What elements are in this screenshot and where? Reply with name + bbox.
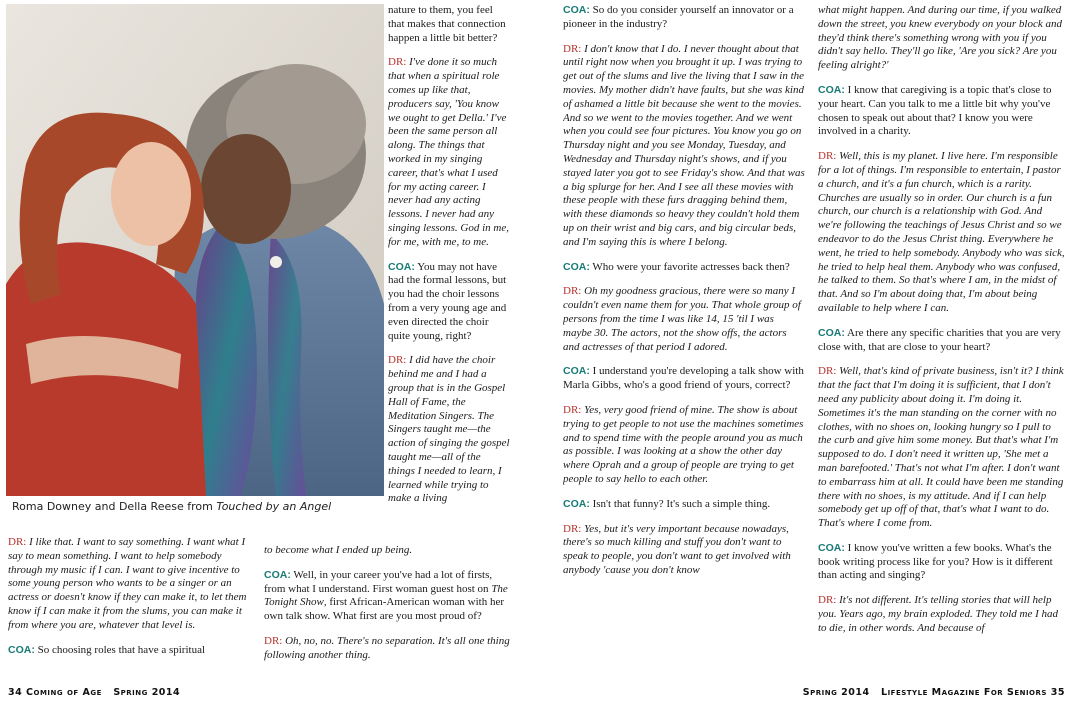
speaker-coa: COA: [8, 643, 35, 656]
speaker-coa: COA: [563, 365, 590, 378]
paragraph: COA: You may not have had the formal lessons, but you had the choir lessons from a very young age and even directed the choir quite young, right? [388, 260, 507, 342]
paragraph: DR: Well, that's kind of private business, isn't it? I think that the fact that I'm doing it is sufficient, that I don't need any publicity about doing it. I'm doing it. Sometimes it's the man standing on the corner with no clothes, with no shoes on, looking hungry so I pull to the curb and give him some money. But that's what I'm supposed to do. I don't need it written up, 'She met a man barefooted.' That's not what I'm after. I don't want to embarrass him at all. It could have been me standing there with no shoes, is my attitude. And if I can help somebody get up off of that, that's what I want to do. That's where I come from. [818, 365, 1064, 530]
paragraph: COA: So do you consider yourself an innovator or a pioneer in the industry? [563, 4, 794, 30]
paragraph: DR: Well, this is my planet. I live here. I'm responsible for a lot of things. I'm responsible to entertain, I pastor a church, and it's a fun church, which is a rarity. Churches are usually so in order. Our church is a fun church, our church is a relationship with God. And we're following the teachings of Jesus Christ and so we endeavor to do the Jesus Christ thing. Everywhere he went, he tried to help somebody. Anybody who was sick, he tried to help heal them. Anybody who was confused, he talked to them. So that's where I am, in the midst of that. And so I'm about doing that, I'm about being available to help where I can. [818, 150, 1065, 314]
photo-illustration [6, 4, 384, 496]
paragraph: DR: It's not different. It's telling stories that will help you. Years ago, my brain exploded. They told me I had to die, in other words. And because of [818, 594, 1059, 634]
speaker-coa: COA: [563, 260, 590, 273]
column-4 [818, 4, 1066, 678]
paragraph: COA: Are there any specific charities that you are very close with, that are close to your heart? [818, 326, 1061, 353]
column-3 [563, 4, 805, 678]
speaker-coa: COA: [563, 497, 590, 510]
paragraph: DR: I did have the choir behind me and I had a group that is in the Gospel Hall of Fame, the Meditation Singers. The Singers taught me—the action of singing the gospel taught me—all of the things I needed to learn, I learned while trying to make a living [388, 354, 510, 505]
speaker-coa: COA: [264, 568, 291, 581]
paragraph: DR: Yes, very good friend of mine. The show is about trying to get people to not use the machines sometimes and to spend time with the people around you as much as possible. I was looking at a show the other day where Oprah and a group of people are trying to get people to say hello to each other. [563, 403, 804, 485]
speaker-coa: COA: [563, 4, 590, 16]
paragraph: DR: I like that. I want to say something. I want what I say to mean something. I want to help somebody through my music if I can. I want to give incentive to some young person who wants to be a singer or an actress or doesn't know if they can make it, to let them know if I can make it from the slums, you can make it from where you are, whatever that level is. [8, 536, 247, 631]
paragraph: COA: I know you've written a few books. What's the book writing process like for you? How is it different than acting and singing? [818, 541, 1053, 582]
speaker-coa: COA: [818, 83, 845, 96]
speaker-coa: COA: [818, 541, 845, 554]
column-2 [388, 4, 510, 544]
speaker-dr: DR: [8, 536, 27, 548]
magazine-title-left: Coming of Age [26, 687, 102, 698]
paragraph: nature to them, you feel that makes that connection happen a little bit better? [388, 4, 506, 44]
paragraph: DR: I've done it so much that when a spiritual role comes up like that, producers say, 'You know we ought to get Della.' I've been the same person all along. The things that worked in my singing career, that's what I used for my acting career. I never had any acting lessons. I never had any singing lessons. God in me, for me, with me, to me. [388, 56, 509, 248]
speaker-dr: DR: [388, 56, 407, 69]
column-2-continued [264, 544, 510, 678]
speaker-dr: DR: [563, 403, 582, 416]
caption-show-title: Touched by an Angel [216, 500, 332, 513]
photo-caption: Roma Downey and Della Reese from Touched by an Angel [12, 500, 332, 513]
column-1 [8, 536, 252, 676]
magazine-title-right: Lifestyle Magazine For Seniors [881, 687, 1047, 698]
speaker-dr: DR: [563, 42, 582, 55]
speaker-dr: DR: [818, 594, 837, 607]
page-number-right: 35 [1050, 687, 1065, 698]
show-title: The Tonight Show [264, 582, 508, 609]
speaker-dr: DR: [818, 365, 837, 378]
issue-season-left: Spring 2014 [113, 687, 181, 698]
footer-right [803, 687, 1065, 698]
page-number-left: 34 [8, 687, 23, 698]
paragraph: COA: Isn't that funny? It's such a simple thing. [563, 497, 771, 510]
speaker-dr: DR: [818, 150, 837, 163]
cover-photo [6, 4, 384, 496]
paragraph: COA: So choosing roles that have a spiritual [8, 643, 206, 656]
paragraph: COA: I know that caregiving is a topic that's close to your heart. Can you talk to me a little bit why you've chosen to speak out about that? I know you were involved in a charity. [818, 83, 1052, 138]
paragraph: DR: Oh, no, no. There's no separation. It's all one thing following another thing. [264, 634, 510, 661]
paragraph: what might happen. And during our time, if you walked down the street, you knew everybody on your block and they'd think there's something wrong with you if you didn't say hello. They'll go like, 'Are you sick? Are you feeling alright?' [818, 4, 1062, 72]
speaker-dr: DR: [264, 634, 283, 647]
speaker-dr: DR: [563, 285, 582, 298]
paragraph: COA: Well, in your career you've had a lot of firsts, from what I understand. First woman guest host on The Tonight Show, first African-American woman with her own talk show. What first are you most proud of? [264, 568, 508, 623]
issue-season-right: Spring 2014 [802, 687, 870, 698]
paragraph: DR: Yes, but it's very important because nowadays, there's so much killing and stuff you don't want to speak to people, you don't want to get involved with anybody 'cause you don't know [563, 522, 791, 576]
paragraph: DR: I don't know that I do. I never thought about that until right now when you brought it up. I was trying to get out of the slums and live the living that I saw in the movies. My mother didn't have faults, but she was kind of ashamed a little bit because she went to the movies. And so we went to the movies together. And we went when you could see four pictures. You know you go on Thursday night and you see Monday, Tuesday, and Wednesday and Thursday night's shows, and if you stayed later you got to see Friday's show. And that was a big splurge for her. And I see all these movies with these people with these furs dragging behind them, with these diamonds so heavy they couldn't hold them up on their wrist and big cars, and big circular beds, and I'm saying this is where I belong. [563, 42, 805, 248]
speaker-coa: COA: [818, 326, 845, 339]
paragraph: COA: Who were your favorite actresses back then? [563, 260, 790, 273]
paragraph: COA: I understand you're developing a talk show with Marla Gibbs, who's a good friend of yours, correct? [563, 365, 804, 392]
speaker-dr: DR: [563, 522, 582, 535]
paragraph: DR: Oh my goodness gracious, there were so many I couldn't even name them for you. That whole group of persons from the time I was like 14, 15 'til I was maybe 30. The actors, not the show offs, the actors and actresses of that period I adored. [563, 285, 801, 353]
speaker-dr: DR: [388, 354, 407, 367]
paragraph: to become what I ended up being. [264, 544, 413, 556]
speaker-coa: COA: [388, 260, 415, 273]
footer-left [8, 687, 180, 698]
